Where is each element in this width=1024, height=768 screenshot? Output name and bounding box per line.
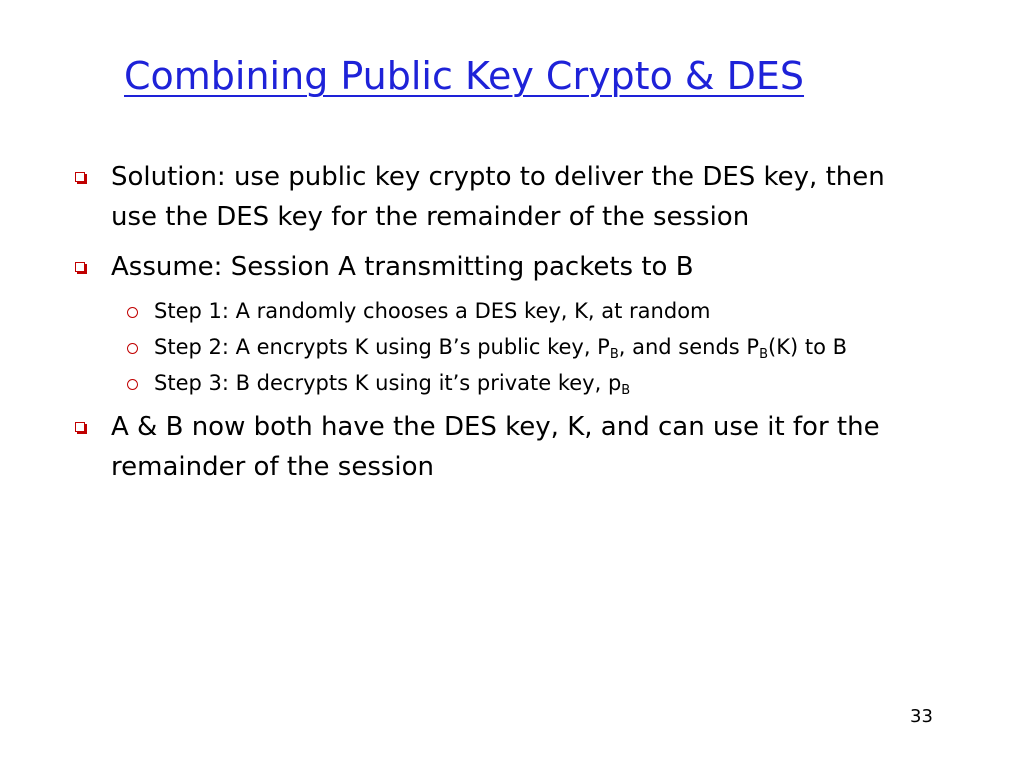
bullet-solution	[70, 157, 910, 237]
sub-bullet-text: Step 1: A randomly chooses a DES key, K, at random	[154, 299, 711, 323]
subscript: B	[609, 347, 619, 362]
square-bullet-icon	[75, 262, 85, 272]
slide-content	[70, 157, 910, 497]
bullet-assume	[70, 247, 910, 287]
text-part: Step 3: B decrypts K using it’s private key, p	[154, 371, 622, 395]
sub-bullet-list	[154, 295, 910, 399]
square-bullet-icon	[75, 422, 85, 432]
page-number: 33	[910, 706, 933, 727]
sub-bullet-step-1	[154, 295, 910, 327]
text-part: (K) to B	[768, 335, 848, 359]
bullet-text: A & B now both have the DES key, K, and can use it for the remainder of the session	[111, 412, 880, 482]
subscript: B	[759, 347, 769, 362]
text-part: Step 2: A encrypts K using B’s public key, P	[154, 335, 610, 359]
slide-title: Combining Public Key Crypto & DES	[124, 54, 805, 98]
circle-bullet-icon	[127, 379, 138, 390]
bullet-text: Assume: Session A transmitting packets to B	[111, 252, 694, 282]
square-bullet-icon	[75, 172, 85, 182]
bullet-text: Solution: use public key crypto to deliver the DES key, then use the DES key for the remainder of the session	[111, 162, 885, 232]
subscript: B	[621, 383, 631, 398]
circle-bullet-icon	[127, 307, 138, 318]
sub-bullet-text	[154, 367, 910, 399]
bullet-conclusion	[70, 407, 910, 487]
sub-bullet-text	[154, 331, 910, 363]
sub-bullet-step-2	[154, 331, 910, 363]
text-part: , and sends P	[618, 335, 760, 359]
sub-bullet-step-3	[154, 367, 910, 399]
circle-bullet-icon	[127, 343, 138, 354]
